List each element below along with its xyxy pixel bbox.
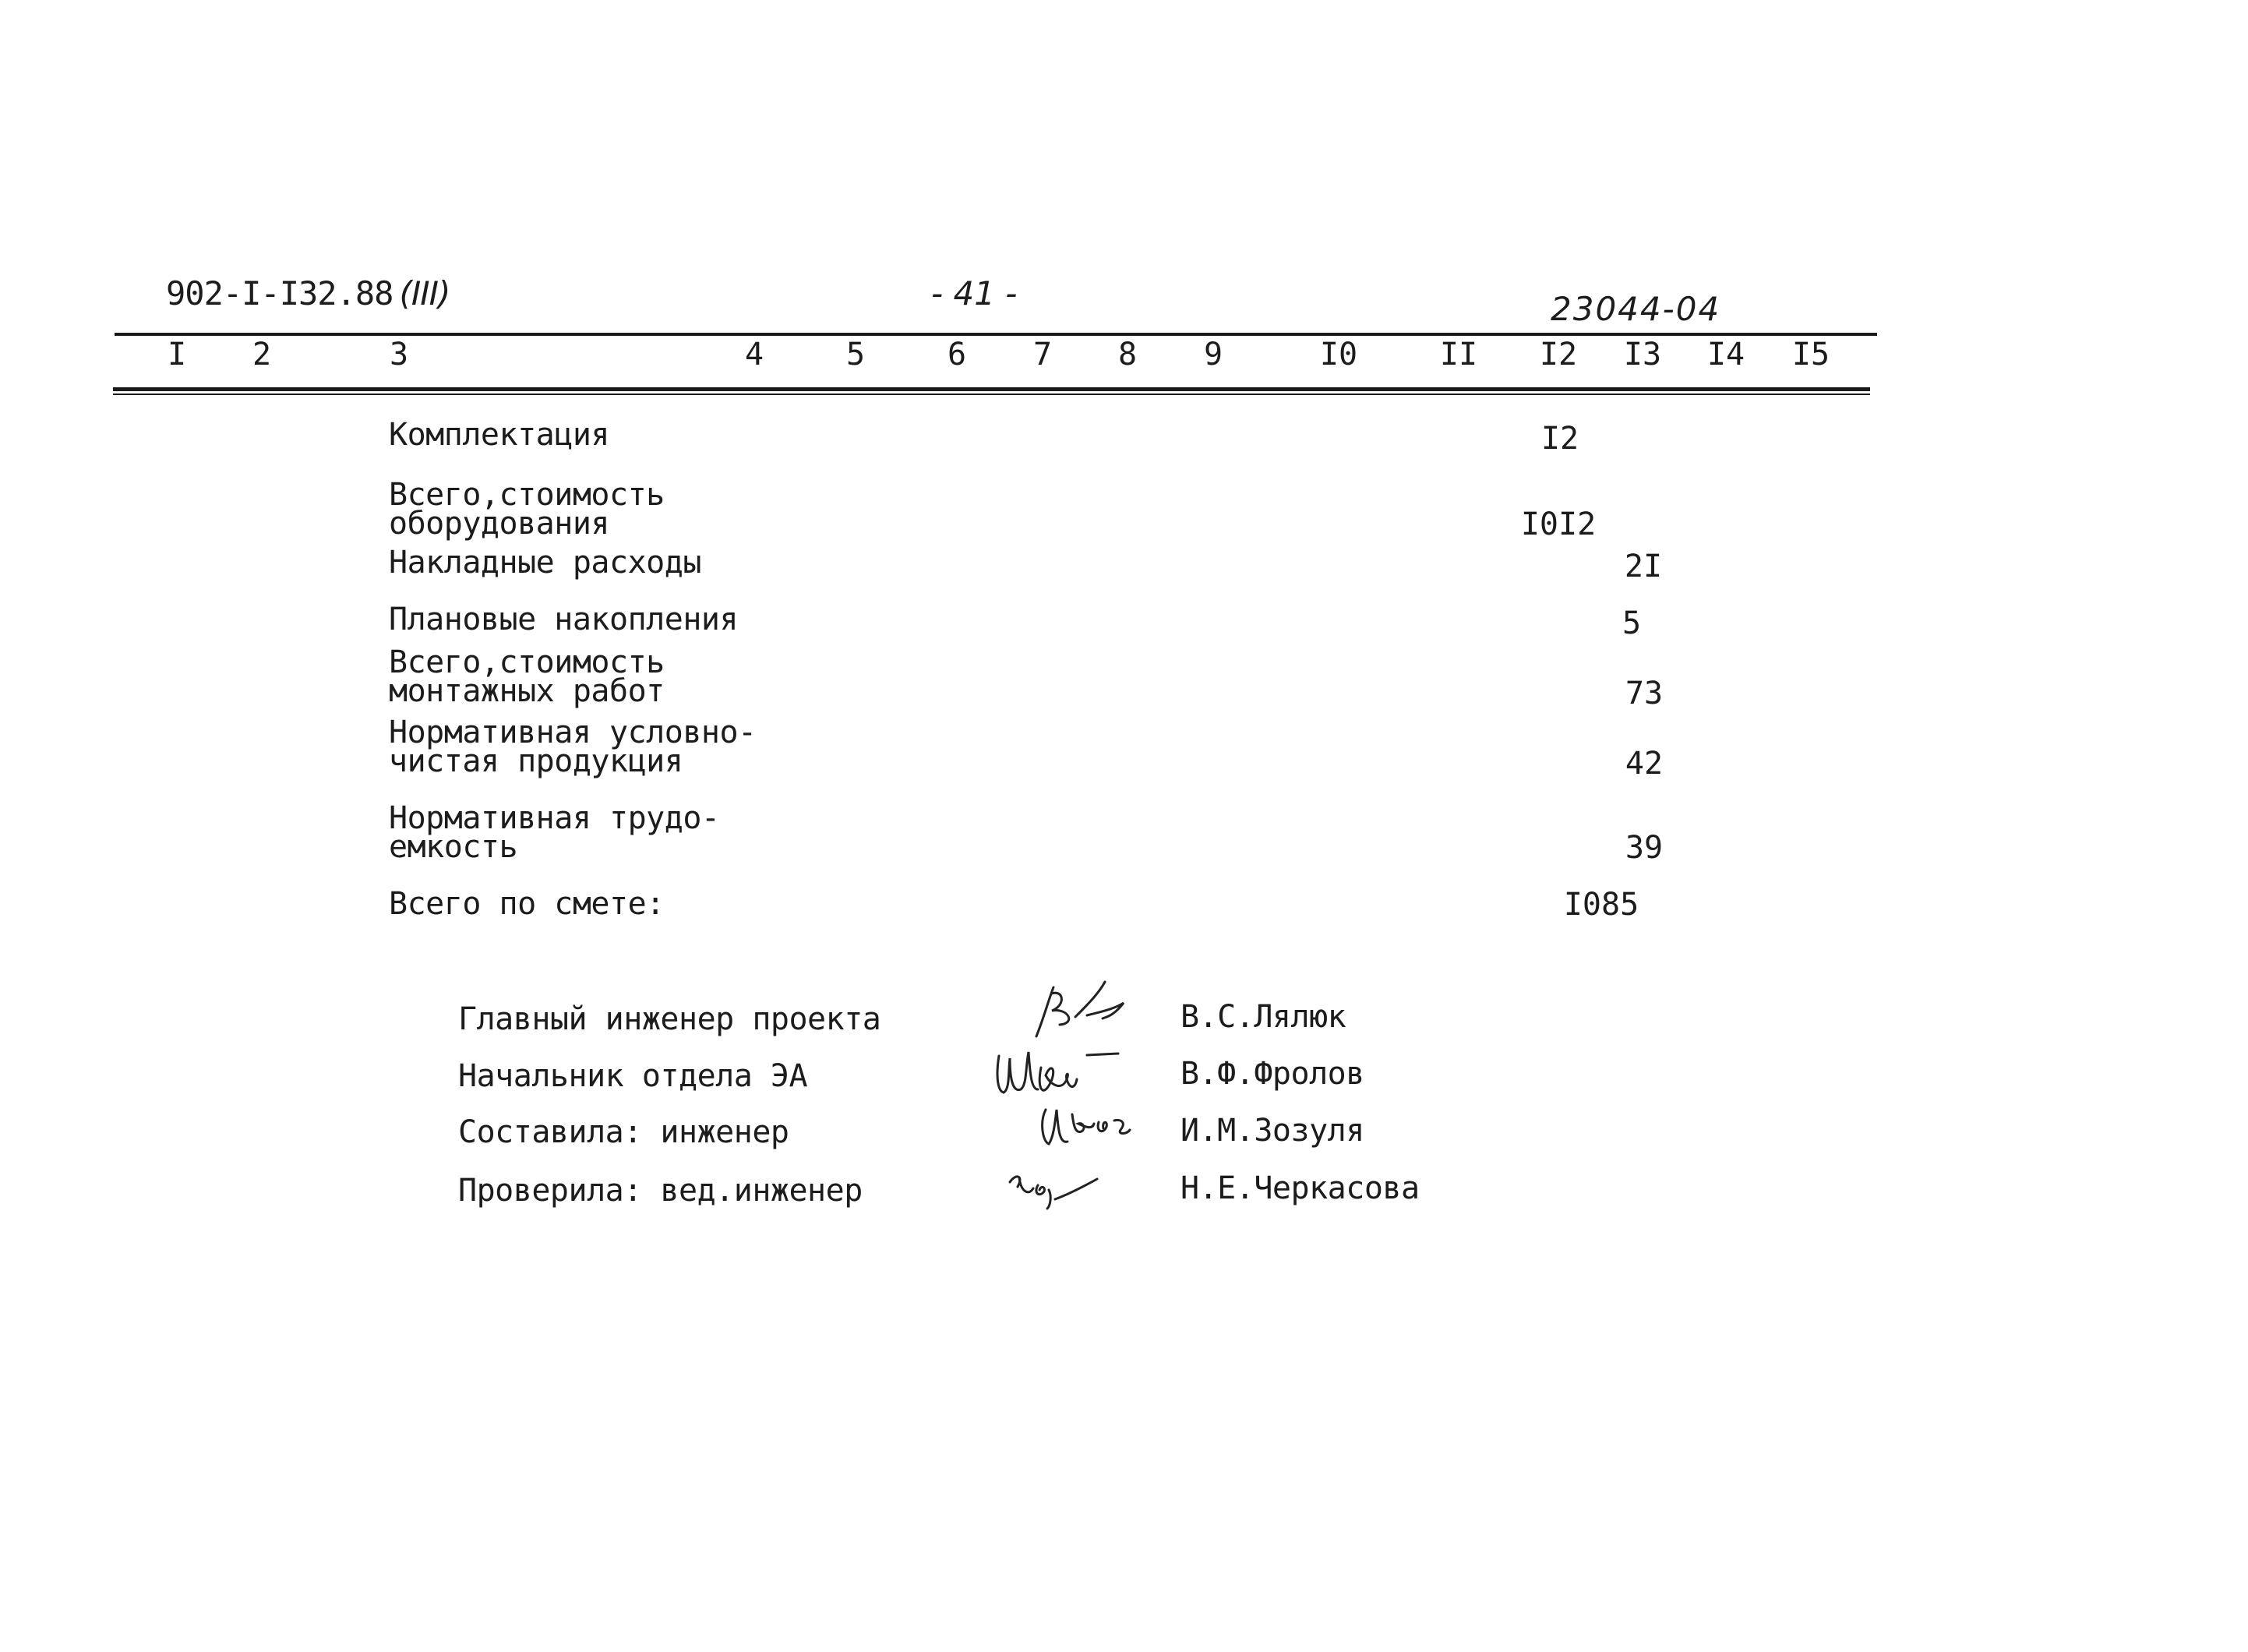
row-value-komplektatsiya: I2 <box>1540 421 1579 457</box>
column-number: I2 <box>1539 337 1578 372</box>
column-number: I5 <box>1791 337 1830 372</box>
column-number: I4 <box>1706 337 1745 372</box>
signer-title: Начальник отдела ЭА <box>458 1058 808 1094</box>
column-number: I <box>167 337 187 372</box>
column-number: 9 <box>1203 337 1223 372</box>
handwritten-signature <box>1036 1099 1145 1156</box>
signer-title: Составила: инженер <box>458 1114 789 1150</box>
archive-number: 23044-04 <box>1551 290 1721 328</box>
signer-name: Н.Е.Черкасова <box>1180 1170 1420 1206</box>
row-value-planned-savings: 5 <box>1622 605 1642 641</box>
handwritten-signature <box>1029 978 1130 1043</box>
signer-title: Главный инженер проекта <box>458 1001 881 1037</box>
signer-name: В.Ф.Фролов <box>1180 1056 1364 1092</box>
column-number: I3 <box>1623 337 1662 372</box>
signer-title: Проверила: вед.инженер <box>458 1173 863 1209</box>
signer-name: И.М.Зозуля <box>1180 1113 1364 1149</box>
row-label-overhead: Накладные расходы <box>389 545 701 581</box>
table-top-rule <box>115 333 1877 336</box>
row-label-planned-savings: Плановые накопления <box>389 602 739 637</box>
column-number: I0 <box>1319 337 1358 372</box>
document-code-number: 902-I-I32.88 <box>166 274 393 312</box>
row-label-net-production: Нормативная условно- чистая продукция <box>389 715 757 779</box>
column-number: 3 <box>389 337 409 372</box>
document-code <box>166 274 450 312</box>
column-number: 4 <box>744 337 764 372</box>
column-number: 2 <box>252 337 272 372</box>
row-label-komplektatsiya: Комплектация <box>389 417 609 453</box>
document-code-suffix: (III) <box>399 274 450 312</box>
column-number: 8 <box>1117 337 1138 372</box>
row-label-equipment-total: Всего,стоимость оборудования <box>389 477 665 542</box>
column-number: 6 <box>947 337 967 372</box>
row-label-installation-total: Всего,стоимость монтажных работ <box>389 644 665 709</box>
row-value-net-production: 42 <box>1625 746 1664 782</box>
row-value-estimate-total: I085 <box>1563 887 1639 923</box>
row-value-overhead: 2I <box>1624 549 1663 584</box>
page-number: - 41 - <box>931 274 1018 312</box>
column-number: II <box>1439 337 1478 372</box>
column-number: 5 <box>845 337 866 372</box>
handwritten-signature <box>1005 1165 1106 1215</box>
column-number: 7 <box>1032 337 1053 372</box>
row-value-labor-intensity: 39 <box>1625 830 1664 866</box>
row-value-installation-total: 73 <box>1625 676 1664 711</box>
table-header-bottom-rule <box>113 387 1870 391</box>
row-label-labor-intensity: Нормативная трудо- емкость <box>389 800 720 865</box>
row-value-equipment-total: I0I2 <box>1520 507 1597 542</box>
row-label-estimate-total: Всего по смете: <box>389 886 665 922</box>
signer-name: В.С.Лялюк <box>1180 999 1346 1035</box>
table-header-bottom-rule-secondary <box>113 394 1870 395</box>
